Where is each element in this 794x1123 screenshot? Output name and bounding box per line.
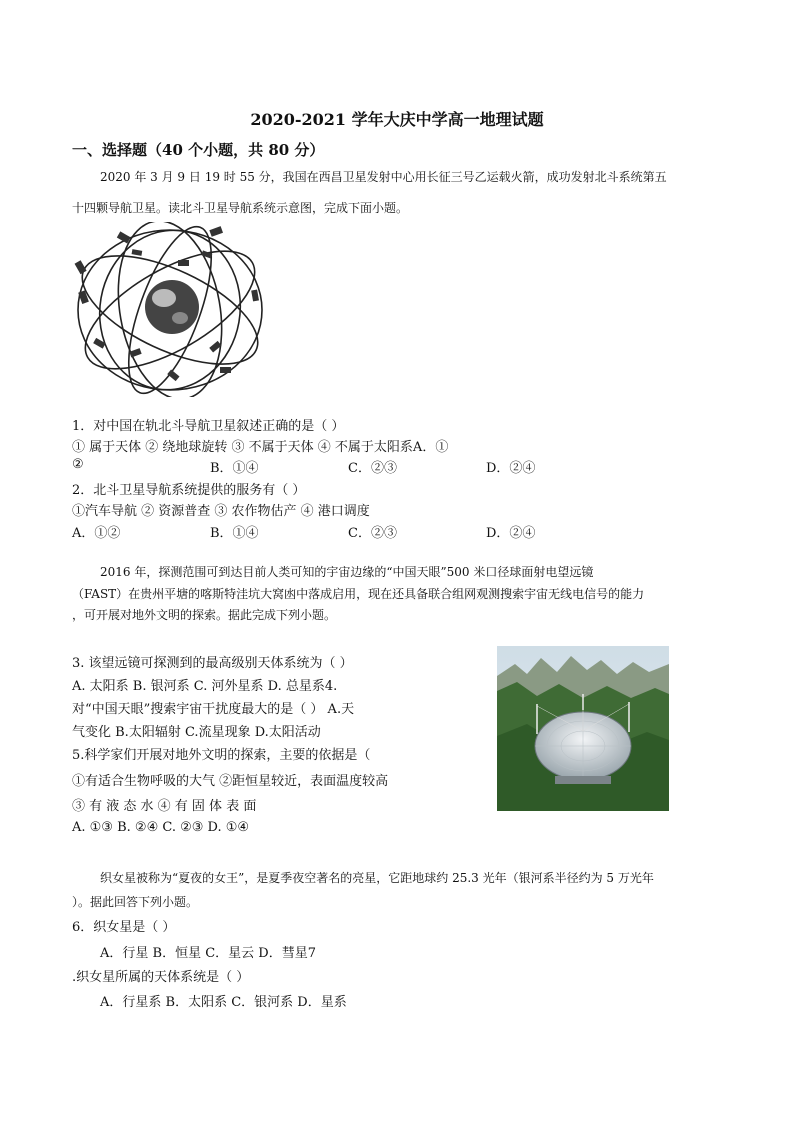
intro3-line2: ）。据此回答下列小题。: [72, 895, 199, 909]
intro2-line3: ，可开展对地外文明的探索。据此完成下列小题。: [72, 608, 337, 622]
q5-line2: ①有适合生物呼吸的大气 ②距恒星较近，表面温度较高: [72, 774, 389, 789]
q4-line1: 对“中国天眼”搜索宇宙干扰度最大的是（ ） A.天: [72, 702, 355, 717]
q1-opt-2: B．①④: [210, 461, 259, 476]
q2-opt-2: B．①④: [210, 526, 259, 541]
q5-stem: 5.科学家们开展对地外文明的探索，主要的依据是（: [72, 748, 371, 763]
q1-opt-3: C．②③: [348, 461, 397, 476]
intro1-line2: 十四颗导航卫星。读北斗卫星导航系统示意图，完成下面小题。: [72, 201, 409, 215]
q6-stem: 6．织女星是（ ）: [72, 920, 176, 935]
q2-opt-4: D．②④: [486, 526, 536, 541]
q1-line2: ① 属于天体 ② 绕地球旋转 ③ 不属于天体 ④ 不属于太阳系A．①: [72, 440, 449, 455]
q3-line1: 3. 该望远镜可探测到的最高级别天体系统为（ ）: [72, 656, 353, 671]
q1-opt-1: ②: [72, 457, 84, 472]
q2-stem: 2．北斗卫星导航系统提供的服务有（ ）: [72, 483, 306, 498]
beidou-orbit-diagram: [70, 222, 270, 397]
q1-opt-4: D．②④: [486, 461, 536, 476]
q4-line2: 气变化 B.太阳辐射 C.流星现象 D.太阳活动: [72, 725, 321, 740]
intro3-line1: 织女星被称为“夏夜的女王”，是夏季夜空著名的亮星，它距地球约 25.3 光年（银河系半径约为 5 万光年: [100, 871, 654, 885]
intro2-line2: （FAST）在贵州平塘的喀斯特洼坑大窝凼中落成启用，现在还具备联合组网观测搜索宇宙无线电信号的能力: [72, 587, 645, 601]
q2-opt-1: A．①②: [72, 526, 121, 541]
q6-opts: A．行星 B．恒星 C．星云 D．彗星7: [100, 946, 316, 961]
q7-stem: .织女星所属的天体系统是（ ）: [72, 970, 250, 985]
q2-line2: ①汽车导航 ② 资源普查 ③ 农作物估产 ④ 港口调度: [72, 504, 370, 519]
q5-opts: A. ①③ B. ②④ C. ②③ D. ①④: [72, 820, 250, 835]
fast-telescope-photo: [497, 646, 669, 811]
section-heading: 一、选择题（40 个小题，共 80 分）: [72, 141, 325, 159]
intro2-line1: 2016 年，探测范围可到达目前人类可知的宇宙边缘的“中国天眼”500 米口径球面射电望远镜: [100, 565, 594, 579]
q1-stem: 1．对中国在轨北斗导航卫星叙述正确的是（ ）: [72, 419, 345, 434]
intro1-line1: 2020 年 3 月 9 日 19 时 55 分，我国在西昌卫星发射中心用长征三号乙运载火箭，成功发射北斗系统第五: [100, 170, 667, 184]
q3-line2: A. 太阳系 B. 银河系 C. 河外星系 D. 总星系4.: [72, 679, 338, 694]
q5-line3: ③ 有 液 态 水 ④ 有 固 体 表 面: [72, 799, 257, 814]
page-title: 2020-2021 学年大庆中学高一地理试题: [250, 110, 544, 129]
q2-opt-3: C．②③: [348, 526, 397, 541]
q7-opts: A．行星系 B．太阳系 C．银河系 D．星系: [100, 995, 347, 1010]
